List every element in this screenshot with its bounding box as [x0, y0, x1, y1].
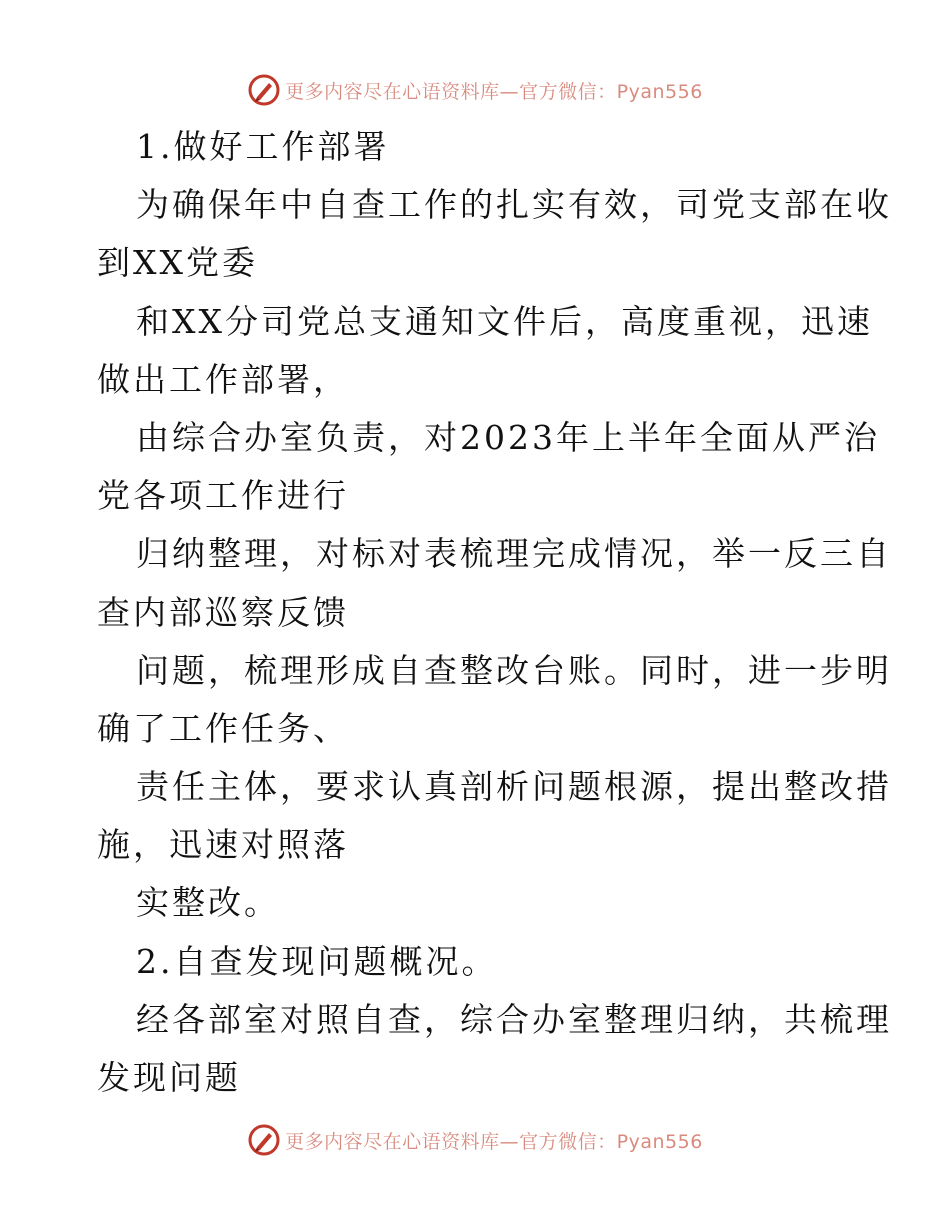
text-line: 归纳整理，对标对表梳理完成情况，举一反三自	[136, 534, 892, 574]
pen-nib-logo-icon	[247, 1123, 281, 1157]
text-line: 施，迅速对照落	[97, 825, 349, 865]
text-line: 和XX分司党总支通知文件后，高度重视，迅速	[136, 301, 873, 341]
text-line: 到XX党委	[97, 243, 258, 283]
text-line: 党各项工作进行	[97, 476, 349, 516]
header-watermark-banner	[0, 70, 950, 110]
text-line: 经各部室对照自查，综合办室整理归纳，共梳理	[136, 999, 892, 1039]
text-line: 2.自查发现问题概况。	[136, 941, 498, 981]
header-banner-text: 更多内容尽在心语资料库—官方微信：Pyan556	[285, 80, 703, 103]
document-body	[97, 118, 892, 1107]
footer-watermark-banner	[0, 1120, 950, 1160]
text-line: 查内部巡察反馈	[97, 592, 349, 632]
text-line: 实整改。	[136, 883, 280, 923]
text-line: 1.做好工作部署	[136, 127, 390, 166]
text-line: 为确保年中自查工作的扎实有效，司党支部在收	[136, 185, 892, 225]
text-line: 发现问题	[97, 1058, 241, 1097]
text-line: 由综合办室负责，对2023年上半年全面从严治	[136, 417, 880, 457]
text-line: 做出工作部署，	[97, 359, 349, 399]
pen-nib-logo-icon	[247, 73, 281, 107]
text-line: 责任主体，要求认真剖析问题根源，提出整改措	[136, 767, 892, 807]
footer-banner-text: 更多内容尽在心语资料库—官方微信：Pyan556	[285, 1130, 703, 1153]
text-line: 确了工作任务、	[97, 708, 349, 748]
text-line: 问题，梳理形成自查整改台账。同时，进一步明	[136, 650, 892, 690]
